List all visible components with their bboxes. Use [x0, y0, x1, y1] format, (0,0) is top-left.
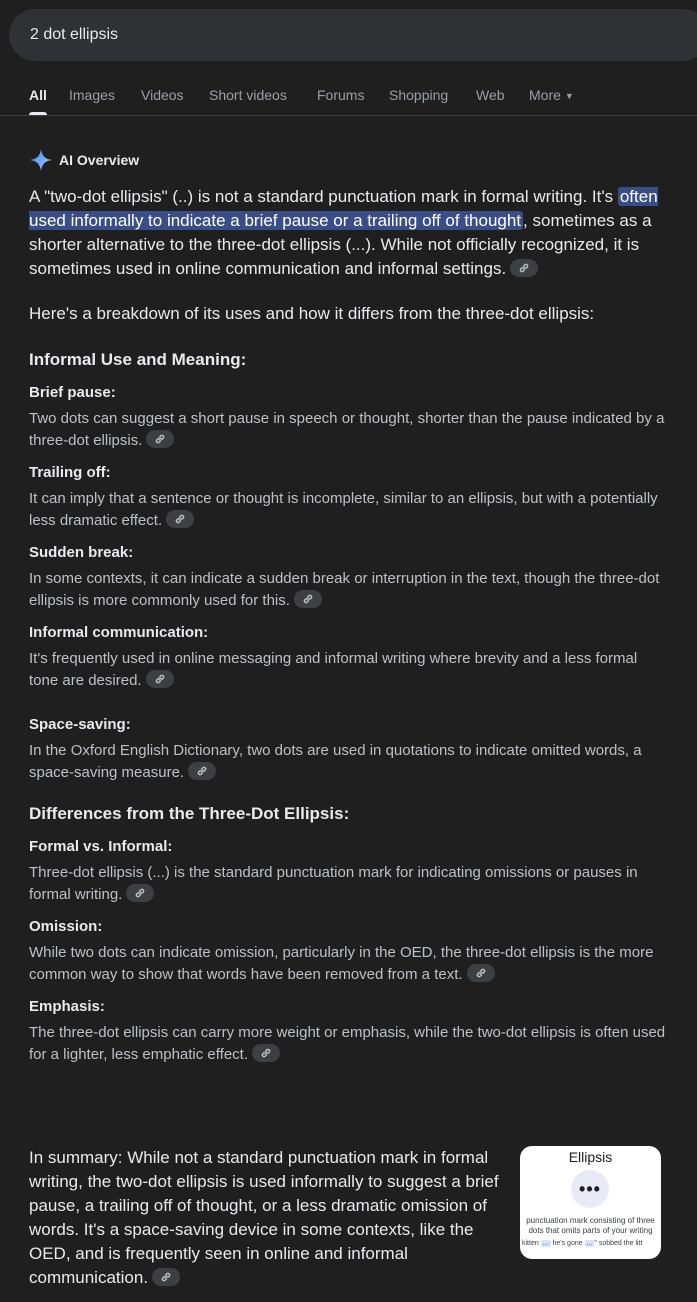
item-title: Formal vs. Informal:	[29, 838, 173, 855]
caret-down-icon: ▼	[564, 91, 574, 101]
item-body	[29, 862, 669, 906]
list-item	[29, 382, 669, 452]
item-body	[29, 488, 669, 532]
item-body-text: The three-dot ellipsis can carry more weight or emphasis, while the two-dot ellipsis is often used for a lighter, less emphatic effect.	[29, 1024, 666, 1063]
source-link-button[interactable]	[166, 510, 194, 528]
item-title: Brief pause:	[29, 384, 116, 401]
item-body-text: It can imply that a sentence or thought is incomplete, similar to an ellipsis, but with a potentially less dramatic effect.	[29, 490, 658, 529]
item-body-text: While two dots can indicate omission, particularly in the OED, the three-dot ellipsis is the more common way to show that words have been removed from a text.	[29, 944, 654, 983]
tab-more-label: More	[529, 87, 561, 103]
item-body	[29, 942, 669, 986]
item-title: Emphasis:	[29, 998, 105, 1015]
source-link-button[interactable]	[252, 1044, 280, 1062]
thumbnail-title: Ellipsis	[568, 1149, 613, 1165]
tab-more[interactable]	[529, 86, 574, 105]
thumbnail-caption: punctuation mark consisting of three dots that omits parts of your writing	[526, 1216, 655, 1235]
intro-text-start: A "two-dot ellipsis" (..) is not a standard punctuation mark in formal writing. It's	[29, 187, 618, 206]
item-body-text: Two dots can suggest a short pause in speech or thought, shorter than the pause indicated by a three-dot ellipsis.	[29, 410, 665, 449]
list-item	[29, 916, 669, 986]
item-body-text: In the Oxford English Dictionary, two dots are used in quotations to indicate omitted words, a space-saving measure.	[29, 742, 642, 781]
item-title: Trailing off:	[29, 464, 111, 481]
list-item	[29, 836, 669, 906]
item-body-text: It's frequently used in online messaging and informal writing where brevity and a less formal tone are desired.	[29, 650, 638, 689]
intro-paragraph	[29, 185, 669, 281]
search-input[interactable]	[9, 9, 697, 61]
item-title: Informal communication:	[29, 624, 209, 641]
source-link-button[interactable]	[510, 259, 538, 277]
tab-images[interactable]: Images	[69, 87, 115, 103]
example-dots: ...	[586, 1240, 593, 1247]
link-icon	[196, 765, 208, 777]
link-icon	[302, 593, 314, 605]
thumbnail-example	[522, 1240, 642, 1247]
item-body-text: Three-dot ellipsis (...) is the standard punctuation mark for indicating omissions or pauses in formal writing.	[29, 864, 638, 903]
source-link-button[interactable]	[188, 762, 216, 780]
list-item	[29, 996, 669, 1066]
example-text: kitten	[522, 1240, 539, 1247]
item-body	[29, 1022, 669, 1066]
link-icon	[154, 433, 166, 445]
item-body	[29, 740, 669, 784]
item-body	[29, 568, 669, 612]
link-icon	[518, 262, 530, 274]
source-link-button[interactable]	[126, 884, 154, 902]
link-icon	[174, 513, 186, 525]
list-item	[29, 714, 669, 784]
list-item	[29, 462, 669, 532]
example-text: he's gone	[552, 1240, 583, 1247]
list-item	[29, 622, 669, 692]
source-link-button[interactable]	[467, 964, 495, 982]
tab-all[interactable]: All	[29, 87, 47, 103]
item-title: Space-saving:	[29, 716, 131, 733]
ai-overview-header	[29, 148, 139, 172]
intro-text-end: , sometimes as a shorter alternative to the three-dot ellipsis (...). While not officially recognized, it is sometimes used in online communication and informal settings.	[29, 211, 652, 278]
source-link-button[interactable]	[146, 670, 174, 688]
ai-overview-label: AI Overview	[59, 152, 140, 168]
ellipsis-thumbnail[interactable]	[520, 1146, 661, 1259]
intro-highlight[interactable]: often used informally to indicate a brief pause or a trailing off of thought	[29, 187, 658, 230]
link-icon	[160, 1271, 172, 1283]
section-heading-differences: Differences from the Three-Dot Ellipsis:	[29, 804, 350, 823]
tab-short-videos[interactable]: Short videos	[209, 87, 287, 103]
link-icon	[134, 887, 146, 899]
sparkle-icon	[29, 148, 53, 172]
source-link-button[interactable]	[294, 590, 322, 608]
ai-overview-content	[29, 185, 669, 1066]
source-link-button[interactable]	[152, 1268, 180, 1286]
item-title: Omission:	[29, 918, 103, 935]
summary-paragraph	[29, 1146, 509, 1290]
example-dots: ...	[542, 1240, 549, 1247]
summary-text: In summary: While not a standard punctuation mark in formal writing, the two-dot ellipsis is used informally to suggest a brief pause, a trailing off of thought, or a less dramatic omission of words. It's a space-saving device in some contexts, like the OED, and is frequently seen in online and informal communication.	[29, 1148, 499, 1287]
tab-web[interactable]: Web	[476, 87, 505, 103]
tab-forums[interactable]: Forums	[317, 87, 365, 103]
breakdown-text: Here's a breakdown of its uses and how it differs from the three-dot ellipsis:	[29, 304, 595, 323]
link-icon	[475, 967, 487, 979]
link-icon	[154, 673, 166, 685]
item-body-text: In some contexts, it can indicate a sudden break or interruption in the text, though the three-dot ellipsis is more commonly used for this.	[29, 570, 660, 609]
tab-shopping[interactable]: Shopping	[389, 87, 449, 103]
ellipsis-icon: •••	[571, 1170, 609, 1208]
link-icon	[260, 1047, 272, 1059]
search-query-text: 2 dot ellipsis	[30, 26, 119, 43]
list-item	[29, 542, 669, 612]
item-body	[29, 408, 669, 452]
tabs-divider	[0, 115, 697, 116]
example-text: " sobbed the litt	[594, 1240, 643, 1247]
source-link-button[interactable]	[146, 430, 174, 448]
item-title: Sudden break:	[29, 544, 134, 561]
tab-videos[interactable]: Videos	[141, 87, 184, 103]
search-tabs	[0, 86, 697, 116]
section-heading-informal-use: Informal Use and Meaning:	[29, 350, 247, 369]
item-body	[29, 648, 669, 692]
